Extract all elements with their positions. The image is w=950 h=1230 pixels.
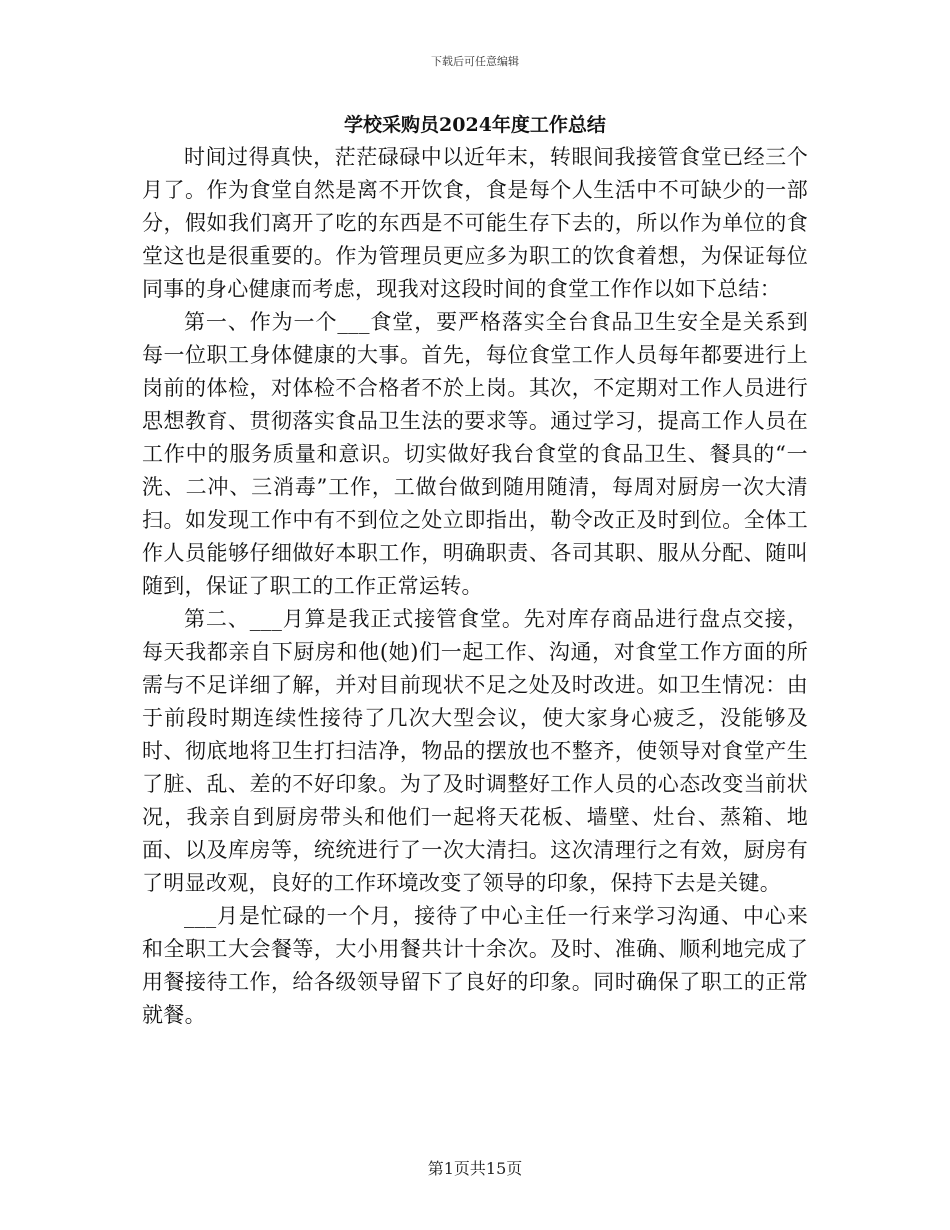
paragraph-intro: 时间过得真快，茫茫碌碌中以近年末，转眼间我接管食堂已经三个月了。作为食堂自然是离不开饮食，食是每个人生活中不可缺少的一部分，假如我们离开了吃的东西是不可能生存下去的，所以作为单位的食堂这也是很重要的。作为管理员更应多为职工的饮食着想，为保证每位同事的身心健康而考虑，现我对这段时间的食堂工作作以如下总结： <box>142 145 808 301</box>
paragraph-busy-month: ___月是忙碌的一个月，接待了中心主任一行来学习沟通、中心来和全职工大会餐等，大小用餐共计十余次。及时、准确、顺利地完成了用餐接待工作，给各级领导留下了良好的印象。同时确保了职工的正常就餐。 <box>142 904 808 1027</box>
paragraph-second: 第二、___月算是我正式接管食堂。先对库存商品进行盘点交接，每天我都亲自下厨房和他(她)们一起工作、沟通，对食堂工作方面的所需与不足详细了解，并对目前现状不足之处及时改进。如卫生情况：由于前段时期连续性接待了几次大型会议，使大家身心疲乏，没能够及时、彻底地将卫生打扫洁净，物品的摆放也不整齐，使领导对食堂产生了脏、乱、差的不好印象。为了及时调整好工作人员的心态改变当前状况，我亲自到厨房带头和他们一起将天花板、墙壁、灶台、蒸箱、地面、以及库房等，统统进行了一次大清扫。这次清理行之有效，厨房有了明显改观，良好的工作环境改变了领导的印象，保持下去是关键。 <box>142 607 808 895</box>
page-number: 第1页共15页 <box>427 1159 523 1178</box>
document-title: 学校采购员2024年度工作总结 <box>344 114 606 136</box>
header-note: 下载后可任意编辑 <box>431 55 519 68</box>
document-body <box>142 141 808 1032</box>
paragraph-first: 第一、作为一个___食堂，要严格落实全台食品卫生安全是关系到每一位职工身体健康的大事。首先，每位食堂工作人员每年都要进行上岗前的体检，对体检不合格者不於上岗。其次，不定期对工作人员进行思想教育、贯彻落实食品卫生法的要求等。通过学习，提高工作人员在工作中的服务质量和意识。切实做好我台食堂的食品卫生、餐具的“一洗、二冲、三消毒”工作，工做台做到随用随清，每周对厨房一次大清扫。如发现工作中有不到位之处立即指出，勒令改正及时到位。全体工作人员能够仔细做好本职工作，明确职责、各司其职、服从分配、随叫随到，保证了职工的工作正常运转。 <box>142 310 808 598</box>
